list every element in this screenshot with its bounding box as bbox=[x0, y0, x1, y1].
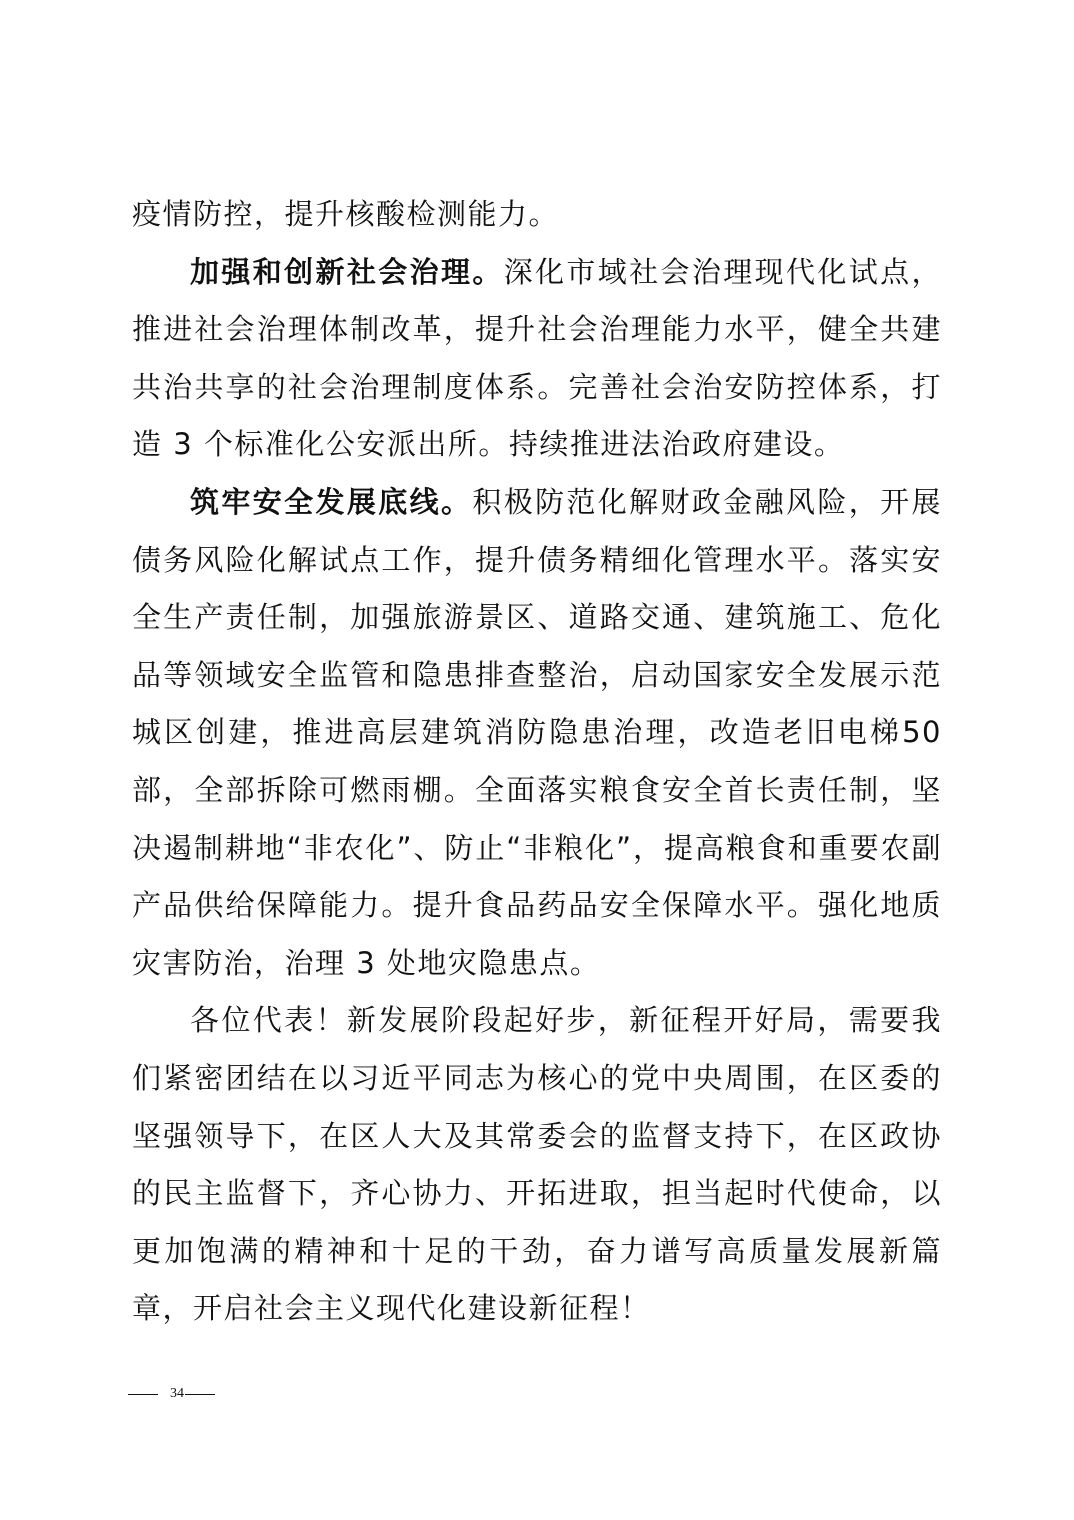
paragraph-social-governance bbox=[132, 244, 942, 474]
document-body bbox=[132, 186, 942, 1338]
page-footer bbox=[128, 1384, 215, 1404]
paragraph-heading: 加强和创新社会治理。 bbox=[190, 254, 504, 289]
paragraph-closing-remarks bbox=[132, 992, 942, 1338]
paragraph-text: 积极防范化解财政金融风险，开展债务风险化解试点工作，提升债务精细化管理水平。落实安全生产责任制，加强旅游景区、道路交通、建筑施工、危化品等领域安全监管和隐患排查整治，启动国家安全发展示范城区创建，推进高层建筑消防隐患治理，改造老旧电梯50部，全部拆除可燃雨棚。全面落实粮食安全首长责任制，坚决遏制耕地“非农化”、防止“非粮化”，提高粮食和重要农副产品供给保障能力。提升食品药品安全保障水平。强化地质灾害防治，治理 3 处地灾隐患点。 bbox=[132, 484, 942, 980]
paragraph-text: 疫情防控，提升核酸检测能力。 bbox=[132, 197, 560, 231]
paragraph-text: 各位代表！新发展阶段起好步，新征程开好局，需要我们紧密团结在以习近平同志为核心的党中央周围，在区委的坚强领导下，在区人大及其常委会的监督支持下，在区政协的民主监督下，齐心协力、开拓进取，担当起时代使命，以更加饱满的精神和十足的干劲，奋力谱写高质量发展新篇章，开启社会主义现代化建设新征程！ bbox=[132, 1003, 942, 1326]
paragraph-safety-bottom-line bbox=[132, 474, 942, 992]
paragraph-heading: 筑牢安全发展底线。 bbox=[190, 484, 473, 519]
paragraph-text: 深化市域社会治理现代化试点，推进社会治理体制改革，提升社会治理能力水平，健全共建共治共享的社会治理制度体系。完善社会治安防控体系，打造 3 个标准化公安派出所。持续推进法治政府建设。 bbox=[132, 254, 942, 462]
footer-dash-left bbox=[128, 1394, 158, 1395]
paragraph-continuation bbox=[132, 186, 942, 244]
page-number: 34 bbox=[170, 1386, 184, 1401]
footer-dash-right bbox=[185, 1394, 215, 1395]
